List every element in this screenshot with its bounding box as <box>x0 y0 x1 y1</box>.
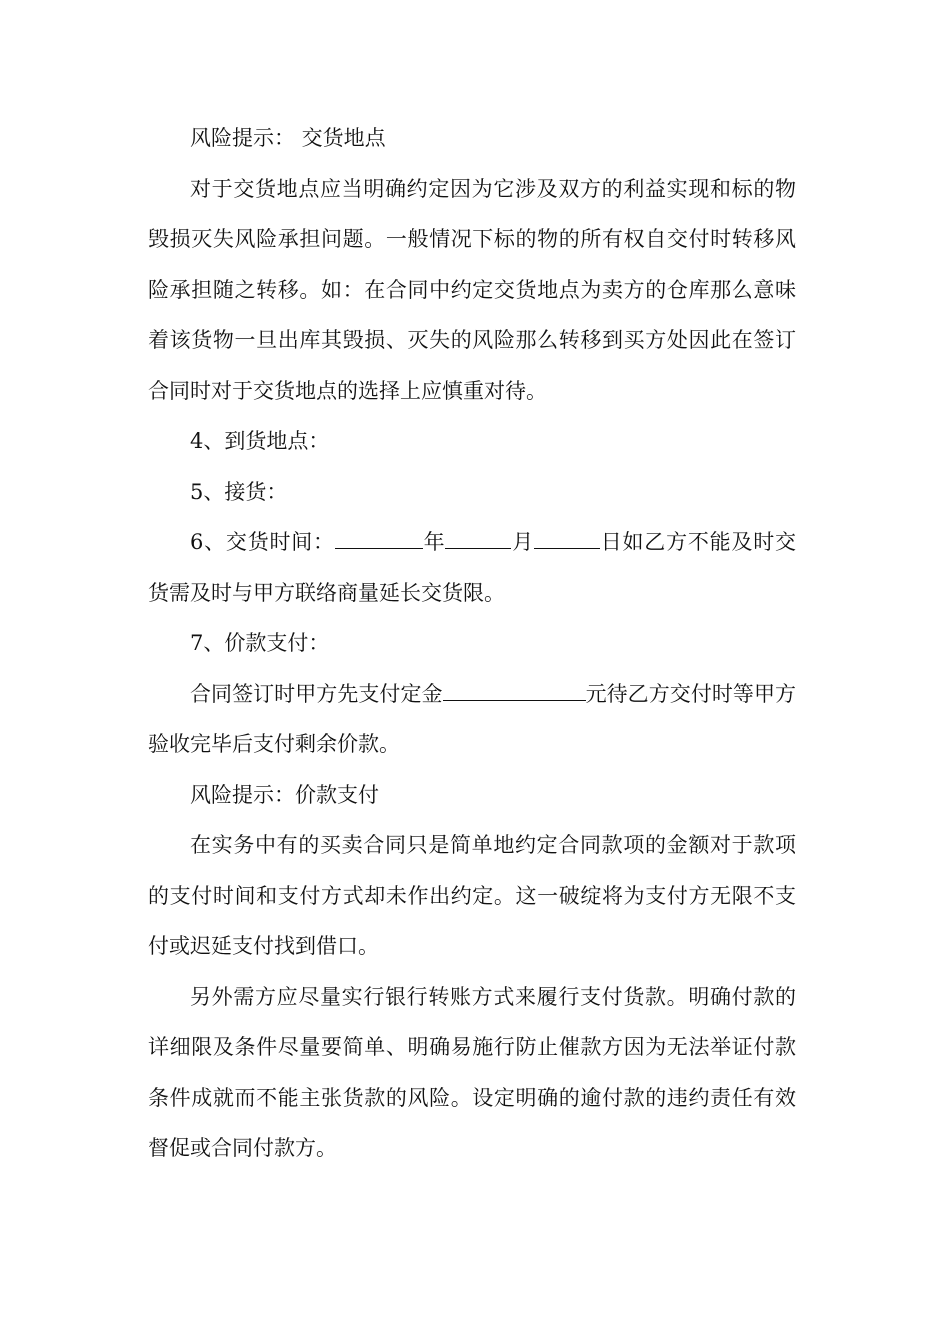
document-body <box>148 113 796 1174</box>
delivery-time-label: 6、交货时间： <box>190 530 335 554</box>
deposit-amount-blank <box>443 677 586 700</box>
paragraph-delivery-location: 对于交货地点应当明确约定因为它涉及双方的利益实现和标的物毁损灭失风险承担问题。一般情况下标的物的所有权自交付时转移风险承担随之转移。如：在合同中约定交货地点为卖方的仓库那么意味着该货物一旦出库其毁损、灭失的风险那么转移到买方处因此在签订合同时对于交货地点的选择上应慎重对待。 <box>148 176 796 403</box>
paragraph-deposit <box>148 669 796 770</box>
month-blank <box>445 526 511 549</box>
risk-tip-delivery-heading: 风险提示： 交货地点 <box>190 126 386 150</box>
clause-arrival-location: 4、到货地点： <box>190 429 330 453</box>
deposit-text-a: 合同签订时甲方先支付定金 <box>190 681 443 706</box>
year-label: 年 <box>422 530 446 554</box>
paragraph-payment-method: 另外需方应尽量实行银行转账方式来履行支付货款。明确付款的详细限及条件尽量要简单、明确易施行防止催款方因为无法举证付款条件成就而不能主张货款的风险。设定明确的逾付款的违约责任有效督促或合同付款方。 <box>148 984 796 1160</box>
risk-tip-payment-heading: 风险提示：价款支付 <box>190 782 379 807</box>
deposit-text-b: 元待乙方交付时等甲方验收完毕后支付剩余价款。 <box>148 681 797 756</box>
clause-receiving: 5、接货： <box>190 479 288 504</box>
clause-payment: 7、价款支付： <box>190 631 330 655</box>
month-label: 月 <box>511 530 534 554</box>
delivery-time-text: 日如乙方不能及时交货需及时与甲方联络商量延长交货限。 <box>148 530 796 605</box>
day-blank <box>534 526 600 549</box>
clause-delivery-time <box>148 517 796 618</box>
year-blank <box>335 526 423 549</box>
paragraph-payment-practice: 在实务中有的买卖合同只是简单地约定合同款项的金额对于款项的支付时间和支付方式却未作出约定。这一破绽将为支付方无限不支付或迟延支付找到借口。 <box>148 833 796 958</box>
